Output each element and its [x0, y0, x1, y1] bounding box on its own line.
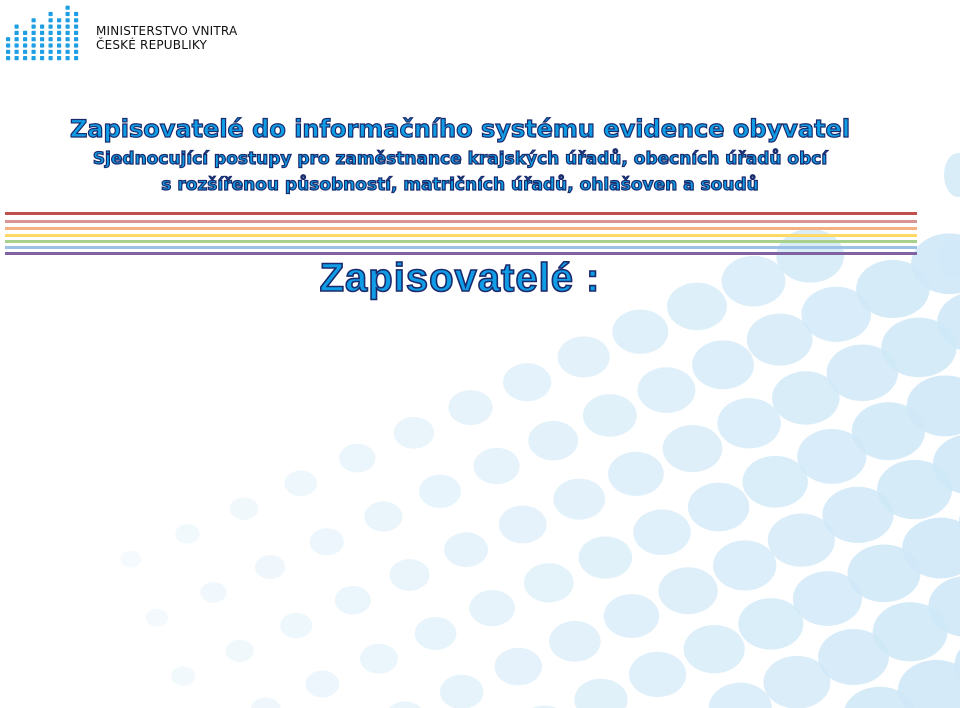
logo-dot [49, 18, 53, 22]
background-dot [146, 609, 169, 627]
background-dot [524, 563, 574, 602]
logo-dot [40, 37, 44, 41]
background-dot [474, 448, 520, 484]
logo-dot [74, 50, 78, 54]
separator-stripe [5, 227, 917, 230]
logo-dot [40, 31, 44, 35]
separator-stripe [5, 212, 917, 215]
background-dot [612, 310, 668, 354]
background-dot [310, 528, 344, 555]
logo-dot [15, 25, 19, 29]
background-dot [717, 398, 781, 448]
logo-dot [66, 37, 70, 41]
background-dot [688, 483, 749, 532]
logo-dot [32, 50, 36, 54]
background-dot [944, 153, 960, 197]
slide-header [0, 114, 920, 198]
background-dot [558, 336, 610, 377]
logo-dot [15, 56, 19, 60]
background-dot [305, 671, 339, 698]
background-dot [574, 679, 627, 708]
separator-stripe [5, 220, 917, 223]
logo-dot [32, 37, 36, 41]
background-dot [280, 613, 312, 638]
background-dot [175, 524, 200, 543]
background-dot [793, 571, 862, 626]
logo-dot [23, 43, 27, 47]
background-dot [549, 621, 600, 662]
logo-dot [57, 25, 61, 29]
background-dot [284, 471, 316, 497]
logo-dot [40, 56, 44, 60]
ministry-name-line2: ČESKÉ REPUBLIKY [96, 38, 208, 52]
logo-dot [66, 18, 70, 22]
logo-dot [23, 50, 27, 54]
background-dot [360, 644, 398, 674]
background-dot [553, 479, 605, 520]
logo-dot [49, 50, 53, 54]
logo-dot [32, 25, 36, 29]
logo-dot [49, 12, 53, 16]
logo-dot [66, 25, 70, 29]
background-dot [692, 340, 754, 389]
logo-dot [32, 31, 36, 35]
ministry-name-line1: MINISTERSTVO VNITRA [96, 24, 238, 38]
ministry-logo-icon [4, 4, 84, 64]
logo-dot [49, 43, 53, 47]
logo-dot [49, 56, 53, 60]
logo-dot [57, 56, 61, 60]
logo-dot [15, 43, 19, 47]
background-dot [583, 394, 637, 437]
logo-dot [66, 12, 70, 16]
logo-dot [74, 37, 78, 41]
logo-dot [23, 56, 27, 60]
logo-dot [57, 18, 61, 22]
background-dot [738, 598, 803, 650]
logo-dot [66, 43, 70, 47]
separator-stripe [5, 246, 917, 249]
background-dot [743, 456, 808, 508]
logo-dot [57, 37, 61, 41]
background-dot [709, 683, 772, 708]
logo-dot [6, 56, 10, 60]
background-dot [579, 536, 633, 578]
logo-dot [66, 31, 70, 35]
background-dot [499, 505, 547, 543]
logo-dot [32, 43, 36, 47]
background-dot [440, 675, 484, 708]
slide-subtitle-line1: Sjednocující postupy pro zaměstnance krajských úřadů, obecních úřadů obcí [92, 149, 828, 169]
logo-dot [66, 50, 70, 54]
logo-dot [57, 43, 61, 47]
logo-dot [74, 56, 78, 60]
logo-dot [49, 25, 53, 29]
background-dot [768, 514, 835, 567]
logo-dot [6, 37, 10, 41]
separator-stripe [5, 240, 917, 243]
background-dot [364, 501, 402, 531]
logo-dot [32, 18, 36, 22]
logo-dot [74, 18, 78, 22]
background-dot [469, 590, 515, 626]
logo-dot [40, 50, 44, 54]
background-dot [608, 452, 664, 496]
background-dot [389, 559, 429, 591]
logo-dot [15, 31, 19, 35]
logo-dot [15, 50, 19, 54]
logo-dot [23, 31, 27, 35]
logo-dot [74, 43, 78, 47]
background-dot [772, 371, 839, 424]
background-dot [339, 444, 375, 473]
logo-dot [49, 31, 53, 35]
background-dot [763, 656, 830, 708]
background-dot [684, 625, 745, 673]
logo-dot [49, 37, 53, 41]
background-dot [171, 666, 195, 685]
background-dot [200, 582, 226, 603]
background-dot [663, 425, 723, 472]
logo-dot [66, 6, 70, 10]
background-dot [638, 367, 696, 413]
background-dot [251, 697, 281, 708]
logo-dot [6, 50, 10, 54]
background-dot [394, 417, 434, 449]
logo-dot [74, 25, 78, 29]
logo-dot [23, 37, 27, 41]
background-dot [419, 475, 461, 508]
logo-dot [32, 56, 36, 60]
background-dot [503, 363, 551, 401]
logo-dot [57, 50, 61, 54]
logo-dot [74, 31, 78, 35]
background-dot [444, 532, 488, 567]
background-dot [494, 648, 542, 686]
section-heading: Zapisovatelé : [319, 256, 601, 300]
background-dot [604, 594, 659, 638]
background-dot [415, 617, 457, 650]
logo-dot [66, 56, 70, 60]
logo-dot [6, 43, 10, 47]
logo-dot [74, 12, 78, 16]
background-dot [385, 701, 425, 708]
logo-dot [57, 31, 61, 35]
background-dot [120, 551, 141, 567]
background-dot [528, 421, 578, 461]
background-dot [629, 652, 686, 697]
background-dot [713, 540, 776, 590]
background-dot [448, 390, 492, 425]
background-dot [658, 567, 717, 614]
background-dot [747, 314, 813, 366]
background-dot [633, 510, 691, 556]
logo-dot [40, 25, 44, 29]
slide-subtitle-line2: s rozšířenou působností, matričních úřadů, ohlašoven a soudů [161, 175, 759, 195]
background-dot [230, 497, 259, 520]
background-dot [335, 586, 371, 615]
logo-dot [40, 43, 44, 47]
background-dot [255, 555, 285, 579]
logo-dot [15, 37, 19, 41]
background-dot [797, 429, 866, 484]
ministry-name [96, 24, 237, 52]
slide-title: Zapisovatelé do informačního systému evidence obyvatel [69, 115, 851, 143]
background-dot [226, 640, 254, 662]
separator-stripe [5, 234, 917, 237]
